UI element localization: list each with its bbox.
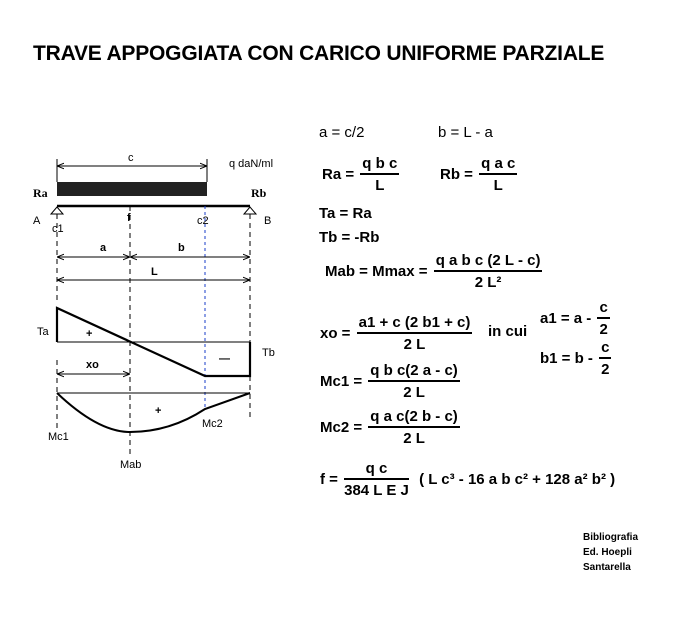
label-f: f [127, 212, 131, 224]
bibliography-title: Bibliografia [583, 532, 639, 543]
bibliography-author: Santarella [583, 562, 631, 573]
formula-b1: b1 = b - $\frac{c}{2}$ [540, 339, 610, 378]
formula-Mab: Mab = Mmax = $\frac{\text{q a b c (2 L - c)}}{\text{2 L²}}$ [325, 252, 541, 291]
label-B: B [264, 215, 272, 227]
formula-Mc1: Mc1 = $\frac{\text{q b c(2 a - c)}}{2 L}$ [320, 362, 458, 401]
label-Tb: Tb [262, 347, 275, 359]
formula-a-def: a = c/2 [319, 124, 365, 141]
label-A: A [33, 215, 41, 227]
support-a [51, 207, 63, 214]
label-Mab: Mab [120, 459, 142, 471]
formula-deflection: f = $\frac{\text{q c}}{\text{384 L E J}}$ ( L c³ - 16 a b c² + 128 a² b² ) [320, 460, 616, 499]
dim-xo-label: xo [86, 359, 99, 371]
dim-a-label: a [100, 242, 107, 254]
formula-xo: xo = $\frac{a1 + c (2 b1 + c)}{2 L}$ [320, 314, 471, 353]
label-c1: c1 [52, 223, 64, 235]
bibliography-publisher: Ed. Hoepli [583, 547, 632, 558]
formula-Tb: Tb = -Rb [319, 229, 380, 246]
support-b [244, 207, 256, 214]
formula-Rb: Rb = $\frac{\text{q a c}}{L}$ [440, 155, 516, 194]
bibliography [583, 530, 638, 575]
shear-plus: + [86, 328, 93, 340]
formula-Ta: Ta = Ra [319, 205, 372, 222]
dim-c-label: c [128, 152, 134, 164]
formula-b-def: b = L - a [438, 124, 493, 141]
distributed-load [57, 182, 207, 196]
label-Rb: Rb [251, 186, 267, 200]
page-title: TRAVE APPOGGIATA CON CARICO UNIFORME PARZIALE [33, 42, 605, 65]
formula-Ra: Ra = $\frac{\text{q b c}}{L}$ [322, 155, 398, 194]
label-Ra: Ra [33, 186, 48, 200]
dim-L-label: L [151, 266, 158, 278]
label-c2: c2 [197, 215, 209, 227]
formula-a1: a1 = a - $\frac{c}{2}$ [540, 299, 608, 338]
dim-b-label: b [178, 242, 185, 254]
label-Mc1: Mc1 [48, 431, 69, 443]
formula-in-cui: in cui [488, 323, 528, 340]
label-Ta: Ta [37, 326, 49, 338]
formula-Mc2: Mc2 = $\frac{\text{q a c(2 b - c)}}{2 L}$ [320, 408, 458, 447]
moment-plus: + [155, 405, 162, 417]
load-label: q daN/ml [229, 158, 274, 170]
shear-minus: — [219, 353, 230, 365]
label-Mc2: Mc2 [202, 418, 223, 430]
